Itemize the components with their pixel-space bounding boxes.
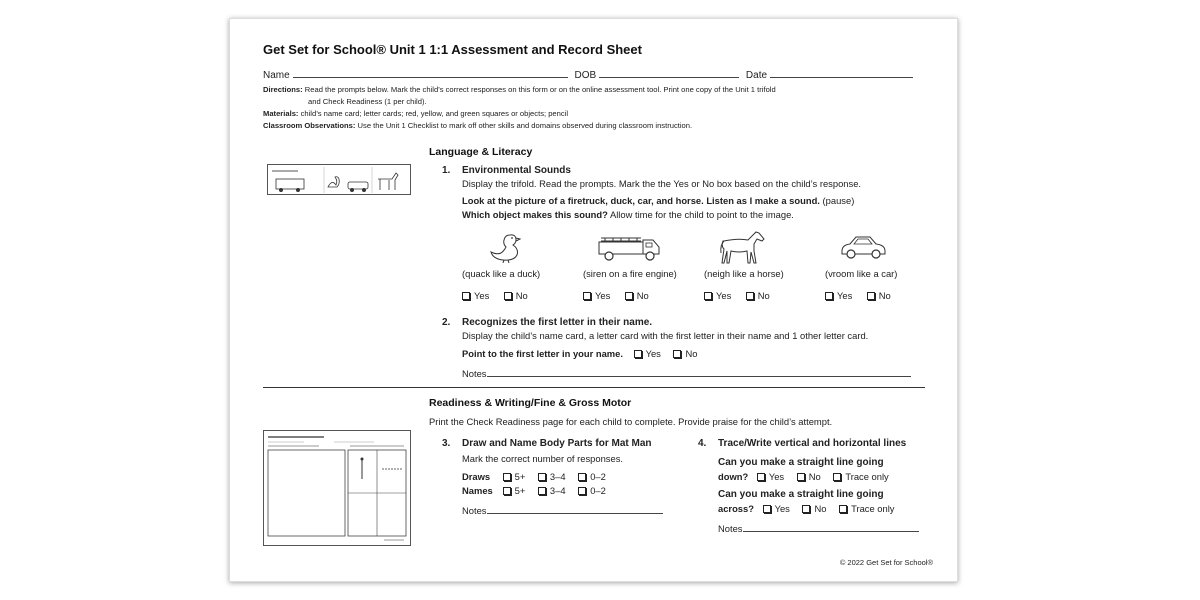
- names-0to2-checkbox[interactable]: 0–2: [578, 485, 606, 496]
- item4-q2-line1: Can you make a straight line going: [718, 489, 884, 500]
- item2-no-checkbox[interactable]: No: [673, 348, 697, 359]
- fire-engine-yes-checkbox[interactable]: Yes: [583, 290, 610, 301]
- duck-yes-checkbox[interactable]: Yes: [462, 290, 489, 301]
- directions: Directions: Read the prompts below. Mark the child’s correct responses on this form or on the online assessment tool. Print one copy of the Unit 1 trifold: [263, 85, 776, 94]
- horse-icon: [718, 229, 766, 265]
- fire-engine-response: [583, 286, 659, 304]
- across-trace-only-checkbox[interactable]: Trace only: [839, 503, 894, 514]
- horse-no-checkbox[interactable]: No: [746, 290, 770, 301]
- item2-yes-checkbox[interactable]: Yes: [634, 348, 661, 359]
- dob-label: DOB: [574, 70, 597, 81]
- horse-yes-checkbox[interactable]: Yes: [704, 290, 731, 301]
- fire-engine-no-checkbox[interactable]: No: [625, 290, 649, 301]
- section-readiness-heading: Readiness & Writing/Fine & Gross Motor: [429, 397, 632, 409]
- item3-draws-row: Draws 5+ 3–4 0–2: [462, 471, 606, 482]
- item2-instruction: Display the child’s name card, a letter card with the first letter in their name and 1 other letter card.: [462, 330, 869, 341]
- car-no-checkbox[interactable]: No: [867, 290, 891, 301]
- sheet-title: Get Set for School® Unit 1 1:1 Assessment and Record Sheet: [263, 42, 642, 57]
- item4-notes-field[interactable]: [743, 521, 919, 532]
- materials: Materials: child’s name card; letter cards; red, yellow, and green squares or objects; pencil: [263, 109, 569, 118]
- duck-icon: [488, 231, 522, 263]
- item3-notes-field[interactable]: [487, 503, 663, 514]
- name-label: Name: [263, 70, 290, 81]
- section-divider: [263, 387, 925, 388]
- name-dob-date-row: [263, 67, 917, 81]
- across-no-checkbox[interactable]: No: [802, 503, 826, 514]
- item1-title: Environmental Sounds: [462, 165, 571, 176]
- down-trace-only-checkbox[interactable]: Trace only: [833, 471, 888, 482]
- check-readiness-thumbnail: [263, 430, 411, 546]
- item4-title: Trace/Write vertical and horizontal lines: [718, 438, 907, 449]
- trifold-thumbnail: [267, 164, 411, 195]
- item3-names-row: Names 5+ 3–4 0–2: [462, 485, 606, 496]
- section2-intro: Print the Check Readiness page for each child to complete. Provide praise for the child’s attempt.: [429, 416, 833, 427]
- fire-engine-icon: [595, 232, 665, 262]
- item2-title: Recognizes the first letter in their name.: [462, 317, 653, 328]
- option-fire-engine-caption: (siren on a fire engine): [583, 268, 677, 279]
- item1-instruction: Display the trifold. Read the prompts. Mark the the Yes or No box based on the child’s response.: [462, 178, 862, 189]
- draws-0to2-checkbox[interactable]: 0–2: [578, 471, 606, 482]
- date-field[interactable]: [770, 67, 913, 78]
- item2-notes-field[interactable]: [487, 366, 911, 377]
- horse-response: [704, 286, 780, 304]
- item3-notes: Notes: [462, 503, 667, 516]
- copyright: © 2022 Get Set for School®: [839, 558, 933, 567]
- down-no-checkbox[interactable]: No: [797, 471, 821, 482]
- down-yes-checkbox[interactable]: Yes: [757, 471, 784, 482]
- item4-q2-line2: across? Yes No Trace only: [718, 503, 895, 514]
- item2-number: 2.: [442, 317, 451, 328]
- option-duck-caption: (quack like a duck): [462, 268, 541, 279]
- item3-title: Draw and Name Body Parts for Mat Man: [462, 438, 652, 449]
- section-language-literacy-heading: Language & Literacy: [429, 146, 533, 158]
- option-car-caption: (vroom like a car): [825, 268, 898, 279]
- directions-line2: and Check Readiness (1 per child).: [308, 97, 427, 106]
- duck-response: [462, 286, 538, 304]
- names-5plus-checkbox[interactable]: 5+: [503, 485, 526, 496]
- item4-notes: Notes: [718, 521, 923, 534]
- duck-no-checkbox[interactable]: No: [504, 290, 528, 301]
- car-icon: [839, 233, 887, 261]
- item1-prompt-line1: Look at the picture of a firetruck, duck, car, and horse. Listen as I make a sound. (pause): [462, 195, 855, 206]
- item2-prompt: Point to the first letter in your name. Yes No: [462, 348, 698, 359]
- item1-prompt-line2: Which object makes this sound? Allow time for the child to point to the image.: [462, 209, 794, 220]
- names-3to4-checkbox[interactable]: 3–4: [538, 485, 566, 496]
- date-label: Date: [745, 70, 768, 81]
- item3-number: 3.: [442, 438, 451, 449]
- item2-notes: Notes: [462, 366, 915, 379]
- draws-3to4-checkbox[interactable]: 3–4: [538, 471, 566, 482]
- name-field[interactable]: [293, 67, 568, 78]
- car-response: [825, 286, 901, 304]
- item4-number: 4.: [698, 438, 707, 449]
- classroom-observations: Classroom Observations: Use the Unit 1 Checklist to mark off other skills and domains observed during classroom instruction.: [263, 121, 693, 130]
- option-horse-caption: (neigh like a horse): [704, 268, 784, 279]
- across-yes-checkbox[interactable]: Yes: [763, 503, 790, 514]
- draws-5plus-checkbox[interactable]: 5+: [503, 471, 526, 482]
- item4-q1-line1: Can you make a straight line going: [718, 457, 884, 468]
- item3-instruction: Mark the correct number of responses.: [462, 453, 624, 464]
- dob-field[interactable]: [599, 67, 739, 78]
- item4-q1-line2: down? Yes No Trace only: [718, 471, 889, 482]
- item1-number: 1.: [442, 165, 451, 176]
- assessment-sheet: [229, 18, 958, 582]
- car-yes-checkbox[interactable]: Yes: [825, 290, 852, 301]
